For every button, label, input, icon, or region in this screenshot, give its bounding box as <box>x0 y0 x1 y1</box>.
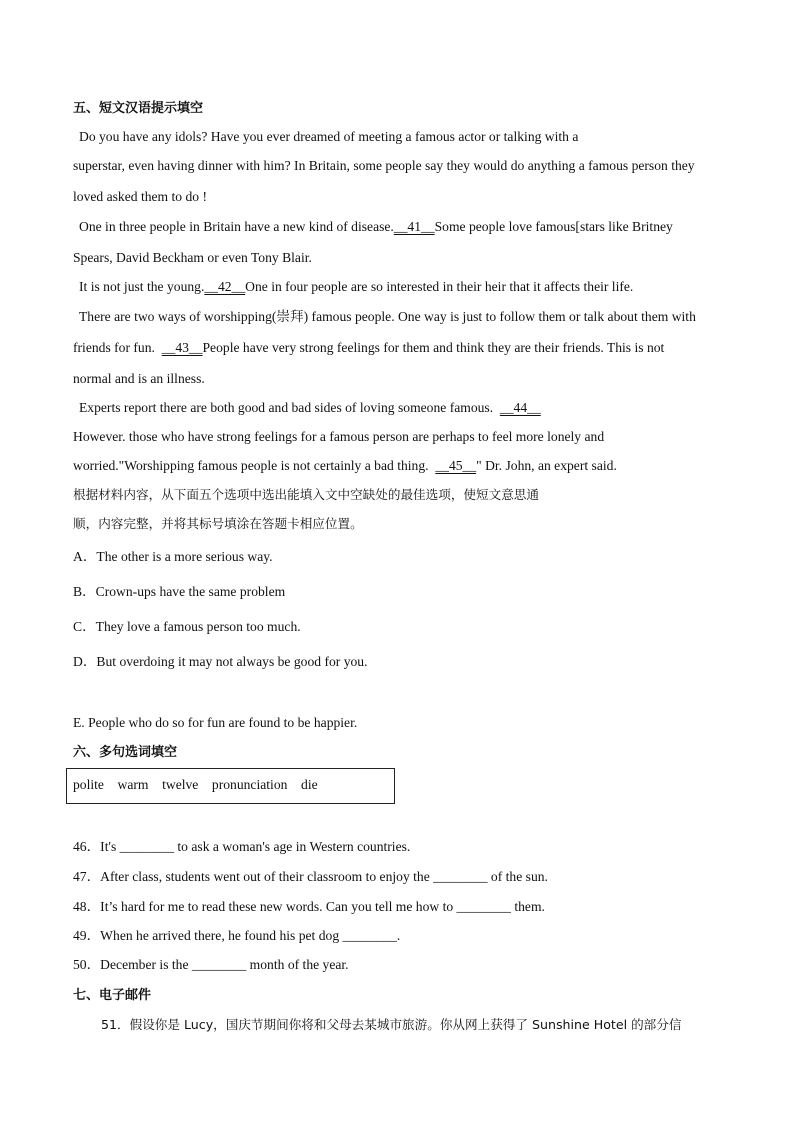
instruction-line-2: 顺，内容完整，并将其标号填涂在答题卡相应位置。 <box>73 516 363 531</box>
section-6-heading: 六、多句选词填空 <box>73 745 178 760</box>
instruction-line-1: 根据材料内容，从下面五个选项中选出能填入文中空缺处的最佳选项，使短文意思通 <box>73 487 539 502</box>
passage-line-5: Spears, David Beckham or even Tony Blair. <box>73 250 312 265</box>
passage-text: friends for fun. <box>73 340 155 355</box>
question-47: 47．After class, students went out of their classroom to enjoy the ________ of the sun. <box>73 869 548 884</box>
passage-text: worried."Worshipping famous people is not certainly a bad thing. <box>73 458 429 473</box>
question-48: 48．It’s hard for me to read these new words. Can you tell me how to ________ them. <box>73 899 545 914</box>
passage-text: One in four people are so interested in their heir that it affects their life. <box>245 279 634 294</box>
passage-line-9: normal and is an illness. <box>73 371 205 386</box>
option-c: C．They love a famous person too much. <box>73 619 301 634</box>
word-box-words: polite warm twelve pronunciation die <box>73 777 318 792</box>
passage-line-11: However. those who have strong feelings for a famous person are perhaps to feel more lonely and <box>73 429 605 444</box>
passage-text: Experts report there are both good and bad sides of loving someone famous. <box>79 400 494 415</box>
option-b: B．Crown-ups have the same problem <box>73 584 286 599</box>
question-46: 46．It's ________ to ask a woman's age in Western countries. <box>73 839 411 854</box>
passage-line-8 <box>73 339 664 357</box>
passage-line-7: There are two ways of worshipping(崇拜) famous people. One way is just to follow them or talk about them with <box>79 309 696 324</box>
passage-line-10 <box>79 399 541 417</box>
passage-text: It is not just the young. <box>79 279 205 294</box>
passage-text: Some people love famous[stars like Britney <box>434 219 673 234</box>
section-5-heading: 五、短文汉语提示填空 <box>73 101 204 116</box>
passage-line-1: Do you have any idols? Have you ever dreamed of meeting a famous actor or talking with a <box>79 129 579 144</box>
question-50: 50．December is the ________ month of the year. <box>73 957 349 972</box>
passage-line-12 <box>73 457 617 475</box>
option-e: E. People who do so for fun are found to be happier. <box>73 715 358 730</box>
passage-line-4 <box>79 218 673 236</box>
word-box <box>66 768 395 804</box>
passage-line-2: superstar, even having dinner with him? In Britain, some people say they would do anything a famous person they <box>73 158 695 173</box>
blank-43: __43__ <box>161 340 203 355</box>
option-d: D．But overdoing it may not always be good for you. <box>73 654 368 669</box>
passage-text: One in three people in Britain have a new kind of disease. <box>79 219 394 234</box>
option-a: A．The other is a more serious way. <box>73 549 273 564</box>
passage-line-3: loved asked them to do ! <box>73 189 208 204</box>
passage-text: " Dr. John, an expert said. <box>476 458 617 473</box>
passage-text: People have very strong feelings for them and think they are their friends. This is not <box>202 340 665 355</box>
blank-41: __41__ <box>393 219 435 234</box>
section-7-heading: 七、电子邮件 <box>73 988 152 1003</box>
blank-44: __44__ <box>499 400 541 415</box>
blank-42: __42__ <box>204 279 246 294</box>
question-49: 49．When he arrived there, he found his pet dog ________. <box>73 928 401 943</box>
passage-line-6 <box>79 278 633 296</box>
blank-45: __45__ <box>435 458 477 473</box>
question-51: 51．假设你是 Lucy，国庆节期间你将和父母去某城市旅游。你从网上获得了 Sunshine Hotel 的部分信 <box>101 1017 682 1032</box>
